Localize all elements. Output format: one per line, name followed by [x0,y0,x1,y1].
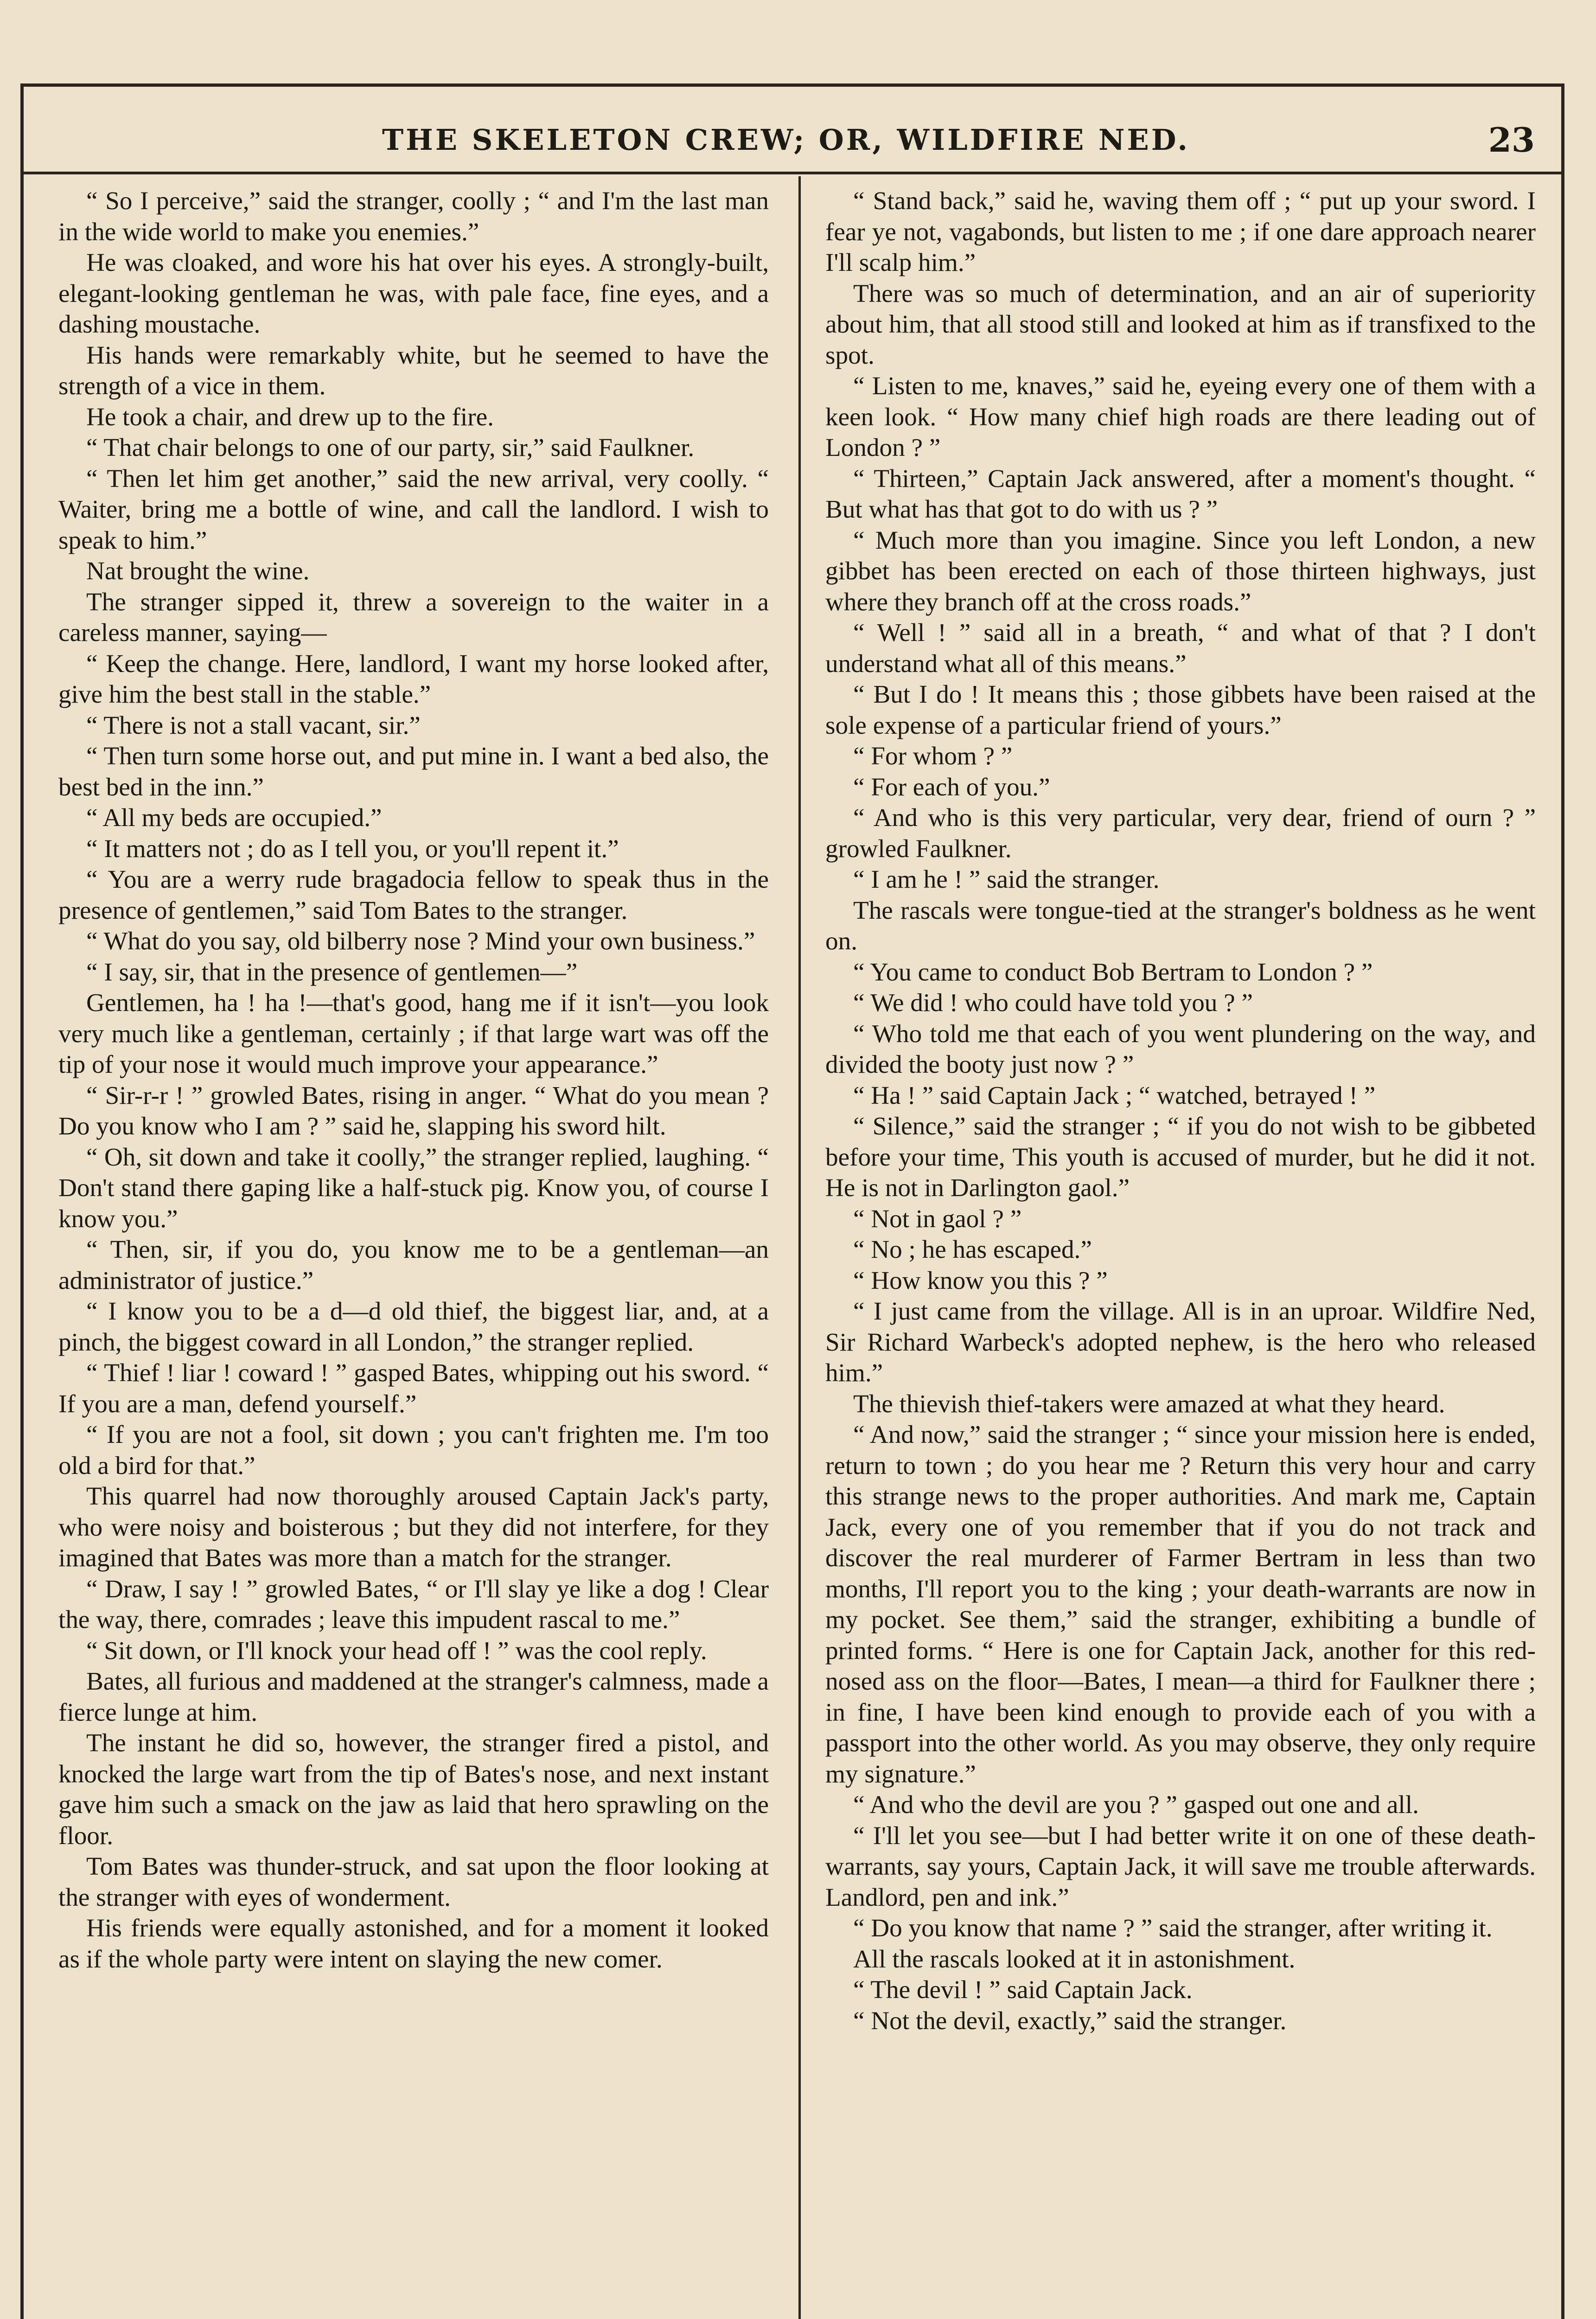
paragraph: The instant he did so, however, the stranger fired a pistol, and knocked the large wart from the tip of Bates's nose, and next instant gave him such a smack on the jaw as laid that hero sprawling on the floor. [58,1729,769,1850]
paragraph: “ Stand back,” said he, waving them off ; “ put up your sword. I fear ye not, vagabonds, but listen to me ; if one dare approach nearer I'll scalp him.” [825,186,1536,276]
column-divider [798,176,801,2319]
paragraph: “ There is not a stall vacant, sir.” [86,711,421,739]
paragraph: “ Who told me that each of you went plundering on the way, and divided the booty just now ? ” [825,1019,1536,1078]
paragraph: The rascals were tongue-tied at the stranger's boldness as he went on. [825,896,1536,955]
paragraph: “ For whom ? ” [853,742,1013,770]
paragraph: “ It matters not ; do as I tell you, or you'll repent it.” [86,834,619,863]
paragraph: “ Then turn some horse out, and put mine in. I want a bed also, the best bed in the inn.” [58,742,769,801]
right-column [825,186,1536,2319]
paragraph: “ Do you know that name ? ” said the stranger, after writing it. [853,1914,1493,1942]
paragraph: His hands were remarkably white, but he seemed to have the strength of a vice in them. [58,340,769,400]
paragraph: “ Then let him get another,” said the new arrival, very coolly. “ Waiter, bring me a bottle of wine, and call the landlord. I wish to speak to him.” [58,464,769,554]
paragraph: “ I say, sir, that in the presence of gentlemen—” [86,957,578,986]
running-title: THE SKELETON CREW; OR, WILDFIRE NED. [382,123,1190,157]
paragraph: “ But I do ! It means this ; those gibbets have been raised at the sole expense of a particular friend of yours.” [825,680,1536,739]
paragraph: His friends were equally astonished, and for a moment it looked as if the whole party were intent on slaying the new comer. [58,1914,769,1973]
paragraph: “ Oh, sit down and take it coolly,” the stranger replied, laughing. “ Don't stand there gaping like a half-stuck pig. Know you, of course I know you.” [58,1142,769,1233]
header-rule [20,172,1564,174]
paragraph: “ And now,” said the stranger ; “ since your mission here is ended, return to town ; do you hear me ? Return this very hour and carry this strange news to the proper authorities. And mark me, Captain Jack, every one of you remember that if you do not track and discover the real murderer of Farmer Bertram in less than two months, I'll report you to the king ; your death-warrants are now in my pocket. See them,” said the stranger, exhibiting a bundle of printed forms. “ Here is one for Captain Jack, another for this red-nosed ass on the floor—Bates, I mean—a third for Faulkner there ; in fine, I have been kind enough to provide each of you with a passport into the other world. As you may observe, they only require my signature.” [825,1420,1536,1788]
paragraph: “ Not in gaol ? ” [853,1204,1022,1233]
paragraph: “ You are a werry rude bragadocia fellow to speak thus in the presence of gentlemen,” said Tom Bates to the stranger. [58,865,769,924]
paragraph: “ I am he ! ” said the stranger. [853,865,1160,893]
paragraph: “ That chair belongs to one of our party, sir,” said Faulkner. [86,433,695,461]
paragraph: “ Thirteen,” Captain Jack answered, after a moment's thought. “ But what has that got to do with us ? ” [825,464,1536,523]
paragraph: “ All my beds are occupied.” [86,803,382,832]
paragraph: “ So I perceive,” said the stranger, coolly ; “ and I'm the last man in the wide world to make you enemies.” [58,186,769,246]
paragraph: “ I just came from the village. All is in an uproar. Wildfire Ned, Sir Richard Warbeck's adopted nephew, is the hero who released him.” [825,1297,1536,1387]
paragraph: “ Much more than you imagine. Since you left London, a new gibbet has been erected on each of those thirteen highways, just where they branch off at the cross roads.” [825,525,1536,616]
paragraph: Nat brought the wine. [86,557,310,585]
paragraph: “ No ; he has escaped.” [853,1235,1092,1263]
paragraph: “ If you are not a fool, sit down ; you can't frighten me. I'm too old a bird for that.” [58,1420,769,1480]
paragraph: “ The devil ! ” said Captain Jack. [853,1975,1193,2004]
paragraph: “ Sit down, or I'll knock your head off ! ” was the cool reply. [86,1636,707,1665]
paragraph: “ Well ! ” said all in a breath, “ and what of that ? I don't understand what all of this means.” [825,618,1536,678]
paragraph: “ And who is this very particular, very dear, friend of ourn ? ” growled Faulkner. [825,803,1536,863]
left-column [58,186,769,2319]
paragraph: “ And who the devil are you ? ” gasped out one and all. [853,1790,1419,1819]
paragraph: He took a chair, and drew up to the fire. [86,402,494,431]
paragraph: “ Listen to me, knaves,” said he, eyeing every one of them with a keen look. “ How many chief high roads are there leading out of London ? ” [825,372,1536,461]
paragraph: “ Keep the change. Here, landlord, I want my horse looked after, give him the best stall in the stable.” [58,649,769,708]
paragraph: The thievish thief-takers were amazed at what they heard. [853,1389,1445,1418]
paragraph: “ Sir-r-r ! ” growled Bates, rising in anger. “ What do you mean ? Do you know who I am ? ” said he, slapping his sword hilt. [58,1081,769,1140]
paragraph: “ You came to conduct Bob Bertram to London ? ” [853,957,1373,986]
paragraph: This quarrel had now thoroughly aroused Captain Jack's party, who were noisy and boisterous ; but they did not interfere, for they imagined that Bates was more than a match for the stranger. [58,1482,769,1572]
paragraph: “ I'll let you see—but I had better write it on one of these death-warrants, say yours, Captain Jack, it will save me trouble afterwards. Landlord, pen and ink.” [825,1821,1536,1911]
paragraph: Bates, all furious and maddened at the stranger's calmness, made a fierce lunge at him. [58,1667,769,1726]
paragraph: “ I know you to be a d—d old thief, the biggest liar, and, at a pinch, the biggest coward in all London,” the stranger replied. [58,1297,769,1356]
paragraph: “ Not the devil, exactly,” said the stranger. [853,2006,1287,2035]
paragraph: He was cloaked, and wore his hat over his eyes. A strongly-built, elegant-looking gentleman he was, with pale face, fine eyes, and a dashing moustache. [58,248,769,338]
paragraph: “ Silence,” said the stranger ; “ if you do not wish to be gibbeted before your time, This youth is accused of murder, but he did it not. He is not in Darlington gaol.” [825,1112,1536,1202]
paragraph: “ Then, sir, if you do, you know me to be a gentleman—an administrator of justice.” [58,1235,769,1294]
paragraph: “ What do you say, old bilberry nose ? Mind your own business.” [86,927,755,955]
paragraph: “ How know you this ? ” [853,1266,1108,1294]
running-header [28,114,1544,165]
paragraph: “ Thief ! liar ! coward ! ” gasped Bates, whipping out his sword. “ If you are a man, defend yourself.” [58,1358,769,1418]
paragraph: The stranger sipped it, threw a sovereign to the waiter in a careless manner, saying— [58,587,769,647]
paragraph: “ Ha ! ” said Captain Jack ; “ watched, betrayed ! ” [853,1081,1376,1109]
paragraph: “ We did ! who could have told you ? ” [853,988,1253,1017]
paragraph: All the rascals looked at it in astonishment. [853,1944,1296,1973]
page-number: 23 [1488,120,1535,160]
paragraph: “ For each of you.” [853,772,1050,801]
paragraph: “ Draw, I say ! ” growled Bates, “ or I'll slay ye like a dog ! Clear the way, there, comrades ; leave this impudent rascal to me.” [58,1574,769,1634]
paragraph: Gentlemen, ha ! ha !—that's good, hang me if it isn't—you look very much like a gentleman, certainly ; if that large wart was off the tip of your nose it would much improve your appearance.” [58,988,769,1078]
paragraph: Tom Bates was thunder-struck, and sat upon the floor looking at the stranger with eyes of wonderment. [58,1852,769,1911]
paragraph: There was so much of determination, and an air of superiority about him, that all stood still and looked at him as if transfixed to the spot. [825,279,1536,369]
